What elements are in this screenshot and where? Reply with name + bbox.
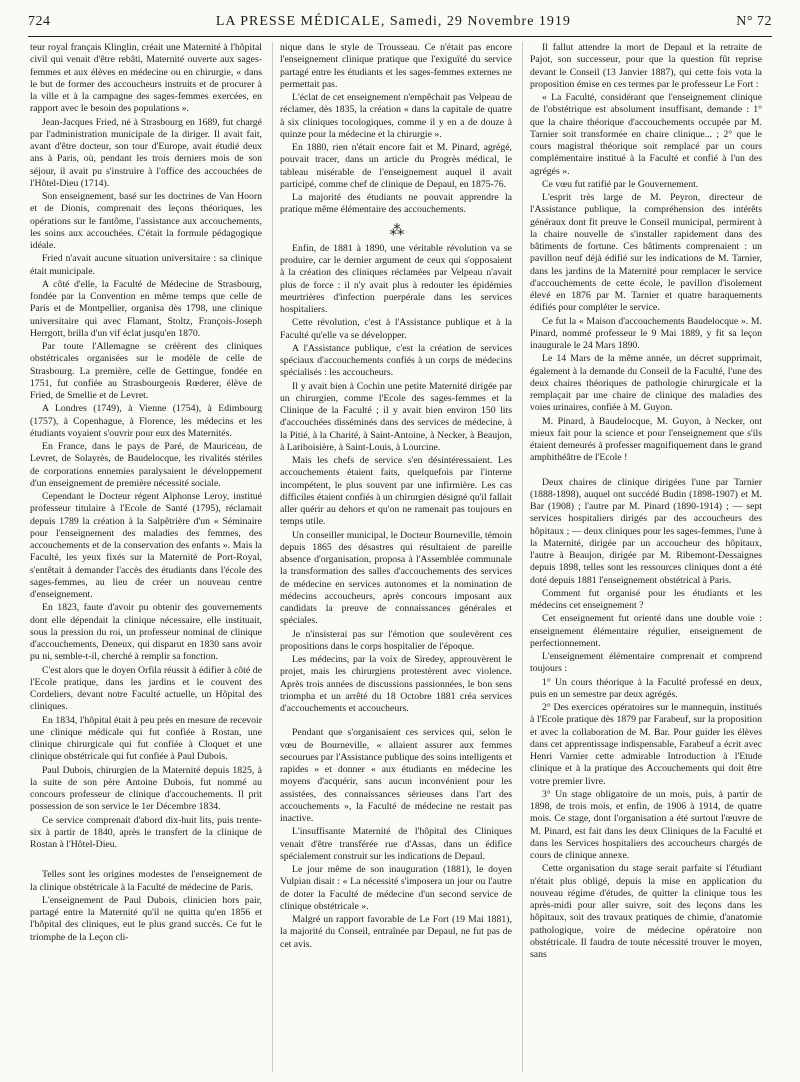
paragraph: Ce fut la « Maison d'accouchements Baudelocque ». M. Pinard, nommé professeur le 9 Mai 1889, y fit sa leçon inaugurale le 24 Mars 1890. [530,315,762,351]
paragraph: Cette révolution, c'est à l'Assistance publique et à la Faculté qu'elle va se développer. [280,317,512,341]
paragraph: Le jour même de son inauguration (1881), le doyen Vulpian disait : « La nécessité s'imposera un jour ou l'autre de doter la Faculté de médecine d'un second service de clinique obstétricale ». [280,864,512,912]
paragraph: Les médecins, par la voix de Siredey, approuvèrent le projet, mais les chirurgiens protestèrent avec violence. Après trois années de discussions passionnées, le bon sens triompha et un arrêté du 18 Octobre 1881 créa services d'accouchements et accoucheurs. [280,654,512,714]
paragraph: Comment fut organisé pour les étudiants et les médecins cet enseignement ? [530,587,762,611]
paragraph: L'éclat de cet enseignement n'empêchait pas Velpeau de réclamer, dès 1835, la création « dans la capitale de quatre à six cliniques tocologiques, comme il y en a de douze à quinze pour la médecine et la chirurgie ». [280,92,512,140]
page-header [28,14,772,34]
paragraph: teur royal français Klinglin, créait une Maternité à l'hôpital civil qui venait d'être rebâti, Maternité ouverte aux sages-femmes et aux élèves en médecine ou en chirurgie, « dans le but de former des accoucheurs instruits et de procurer à la ville et à la campagne des sages-femmes exercées, en rapport avec le besoin des populations ». [30,42,262,115]
paragraph: Paul Dubois, chirurgien de la Maternité depuis 1825, à la suite de son père Antoine Dubois, fut nommé au concours professeur de clinique d'accouchements. Il prit possession de son service le 1er Décembre 1834. [30,764,262,813]
paragraph: Cette organisation du stage serait parfaite si l'étudiant n'était plus obligé, depuis la mise en application du nouveau régime d'études, de quitter la clinique tous les après-midi pour aller suivre, soit des leçons dans les hôpitaux, soit des travaux pratiques de chimie, d'anatomie pathologique, voire de médecine opératoire non obstétricale. Il faudra de toute nécessité trouver le moyen, sans [530,863,762,960]
paragraph: Deux chaires de clinique dirigées l'une par Tarnier (1888-1898), auquel ont succédé Budin (1898-1907) et M. Bar (1908) ; l'autre par M. Pinard (1890-1914) ; — sept services hospitaliers dirigés par des accoucheurs des hôpitaux ; — deux cliniques pour les sages-femmes, l'une à la Maternité, dirigée par un accoucheur des hôpitaux, l'autre à Beaujon, dirigée par M. Ribemont-Dessaignes depuis 1898, telles sont les ressources cliniques dont a été doté depuis 1881 l'enseignement obstétrical à Paris. [530,476,762,586]
paragraph: A côté d'elle, la Faculté de Médecine de Strasbourg, fondée par la Convention en même temps que celle de Paris et de Montpellier, organisa dès 1798, une clinique universitaire qui avec Flamant, Stoltz, François-Joseph Herrgott, brilla d'un vif éclat jusqu'en 1870. [30,278,262,339]
paragraph: Jean-Jacques Fried, né à Strasbourg en 1689, fut chargé par l'administration municipale de la diriger. Il avait fait, avant d'être docteur, son tour d'Europe, avait étudié deux ans à Paris, où, pendant les trois derniers mois de son séjour, il avait pu s'instruire à l'office des accouchées de l'Hôtel-Dieu (1714). [30,116,262,189]
paragraph: Un conseiller municipal, le Docteur Bourneville, témoin depuis 1865 des désastres qui résultaient de pareille absence d'organisation, proposa à l'Assemblée communale la transformation des salles d'accouchements des services de médecine en services autonomes et la nomination de médecins accoucheurs, après concours imposant aux candidats la preuve de connaissances générales et spéciales. [280,529,512,627]
page-number: 724 [28,14,51,29]
paragraph: En 1823, faute d'avoir pu obtenir des gouvernements dont elle dépendait la clinique nécessaire, elle instituait, sous la pression du roi, un professeur nominal de clinique d'accouchements, Deneux, qui disparut en 1830 sans avoir pu ni, semble-t-il, cherché à remplir sa fonction. [30,602,262,663]
paragraph: Fried n'avait aucune situation universitaire : sa clinique était municipale. [30,253,262,277]
column-divider [272,42,273,1072]
paragraph: En 1880, rien n'était encore fait et M. Pinard, agrégé, pouvait tracer, dans un article du Progrès médical, le tableau misérable de l'enseignement auquel il avait participé, comme chef de clinique de Depaul, en 1875-76. [280,142,512,190]
paragraph: M. Pinard, à Baudelocque, M. Guyon, à Necker, ont mieux fait pour la science et pour l'enseignement que s'ils étaient demeurés à professer magnifiquement dans le grand amphithéâtre de l'Ecole ! [530,415,762,464]
issue-number: N° 72 [736,14,772,29]
paragraph: 2° Des exercices opératoires sur le mannequin, institués à l'Ecole pratique dès 1879 par Farabeuf, sur la proposition et avec la collaboration de M. Bar. Pour guider les élèves dans cet apprentissage indispensable, Farabeuf a écrit avec Henri Varnier cette admirable Introduction à l'Etude clinique et à la pratique des Accouchements qui doit être votre premier livre. [530,702,762,787]
paragraph: Le 14 Mars de la même année, un décret supprimait, également à la demande du Conseil de la Faculté, l'une des deux chaires théoriques de pathologie chirurgicale et la remplaçait par une chaire de clinique des maladies des voies urinaires, confiée à M. Guyon. [530,353,762,414]
paragraph: En France, dans le pays de Paré, de Mauriceau, de Levret, de Solayrès, de Baudelocque, les rivalités stériles de corporations ennemies paralysaient le développement d'un enseignement de première nécessité sociale. [30,441,262,489]
paragraph: Cet enseignement fut orienté dans une double voie : enseignement élémentaire régulier, enseignement de perfectionnement. [530,613,762,649]
column-divider [522,42,523,1072]
column-middle [280,42,512,1072]
paragraph: Je n'insisterai pas sur l'émotion que soulevèrent ces propositions dans le corps hospitalier de l'époque. [280,628,512,652]
publication-title: LA PRESSE MÉDICALE, Samedi, 29 Novembre 1919 [215,14,571,29]
paragraph: L'enseignement élémentaire comprenait et comprend toujours : [530,651,762,675]
paragraph: Ce vœu fut ratifié par le Gouvernement. [542,178,699,190]
paragraph: A Londres (1749), à Vienne (1754), à Edimbourg (1757), à Copenhague, à Florence, les médecins et les étudiants voyaient s'ouvrir pour eux des Maternités. [30,403,262,439]
paragraph: 3° Un stage obligatoire de un mois, puis, à partir de 1898, de trois mois, et enfin, de 1906 à 1914, de quatre mois. Ce stage, dont l'organisation a été surtout l'œuvre de M. Pinard, est fait dans les deux Cliniques de la Faculté et dans les Services hospitaliers des accoucheurs chargés de cours de clinique annexe. [530,788,762,861]
paragraph: Son enseignement, basé sur les doctrines de Van Hoorn et de Dionis, comprenait des leçons théoriques, les opérations sur le fantôme, l'assistance aux accouchements, les soins aux accouchées. C'était la formule pédagogique idéale. [30,191,262,251]
paragraph: Enfin, de 1881 à 1890, une véritable révolution va se produire, car le dernier argument de ceux qui s'opposaient à la création des cliniques réclamées par Velpeau n'avait plus de force : il n'y avait plus à redouter les épidémies meurtrières d'infection puerpérale dans les services hospitaliers. [280,242,512,315]
paragraph: L'esprit très large de M. Peyron, directeur de l'Assistance publique, la compréhension des intérêts généraux dont fit preuve le Conseil municipal, permirent à la chaire nouvelle de s'installer rapidement dans des bâtiments de fortune. Ces bâtiments comprenaient : un pavillon neuf déjà édifié sur les indications de M. Tarnier, dans les jardins de la Maternité pour remplacer le service d'accouchements de cette école, le pavillon d'isolement élevé en 1876 par M. Tarnier et quatre baraquements édifiés pour compléter le service. [530,192,762,314]
asterism-ornament: ⁂ [389,222,403,239]
column-left [30,42,262,1072]
paragraph: La majorité des étudiants ne pouvait apprendre la pratique même élémentaire des accouchements. [280,192,512,216]
paragraph: En 1834, l'hôpital était à peu près en mesure de recevoir une clinique médicale qui fut confiée à Rostan, une clinique chirurgicale qui fut confiée à Cloquet et une clinique obstétricale qui fut confiée à Paul Dubois. [30,714,262,763]
paragraph: L'enseignement de Paul Dubois, clinicien hors pair, partagé entre la Maternité qu'il ne quitta qu'en 1856 et l'hôpital des cliniques, eut le plus grand succès. Ce fut le triomphe de la Leçon cli- [30,894,262,943]
paragraph: Il y avait bien à Cochin une petite Maternité dirigée par un chirurgien, comme l'Ecole des sages-femmes et la Clinique de la Faculté ; il y avait bien environ 150 lits d'accouchées disséminés dans des services de médecine, à la Pitié, à la Charité, à Saint-Antoine, à Necker, à Beaujon, à Lariboisière, à Saint-Louis, à Lourcine. [280,380,512,453]
paragraph: L'insuffisante Maternité de l'hôpital des Cliniques venait d'être transférée rue d'Assas, dans un édifice spécialement construit sur les indications de Depaul. [280,826,512,862]
paragraph: C'est alors que le doyen Orfila réussit à édifier à côté de l'Ecole pratique, dans les jardins et le couvent des Cordeliers, devant notre Faculté actuelle, un Hôpital des cliniques. [30,664,262,713]
paragraph: Cependant le Docteur régent Alphonse Leroy, institué professeur titulaire à l'Ecole de Santé (1795), réclamait depuis 1789 la création à la Salpêtrière d'un « Séminaire pour l'enseignement des maladies des femmes, des accouchements et de la conservation des enfants ». Mais la Faculté, les yeux fixés sur la Maternité de Port-Royal, s'entêtait à demander l'accès des étudiants dans l'école des sages-femmes, au lieu de créer un nouveau centre d'enseignement. [30,491,262,600]
paragraph: Il fallut attendre la mort de Depaul et la retraite de Pajot, son successeur, pour que la question fût reprise devant le Conseil (13 Janvier 1887), qui cette fois vota la proposition émise en ces termes par le professeur Le Fort : [530,42,762,90]
paragraph: Telles sont les origines modestes de l'enseignement de la clinique obstétricale à la Faculté de médecine de Paris. [30,869,262,893]
paragraph: nique dans le style de Trousseau. Ce n'était pas encore l'enseignement clinique pratique que l'exiguïté du service partagé entre les étudiants et les sages-femmes externes ne permettait pas. [280,42,512,90]
column-right [530,42,762,1072]
paragraph: 1° Un cours théorique à la Faculté professé en deux, puis en un semestre par deux agrégés. [530,676,762,700]
paragraph: Par toute l'Allemagne se créèrent des cliniques obstétricales organisées sur le modèle de celle de Strasbourg. La première, celle de Gettingue, fondée en 1751, fut confiée au Strasbourgeois Rœderer, élève de Fried, de Smellie et de Levret. [30,341,262,401]
paragraph: A l'Assistance publique, c'est la création de services spéciaux d'accouchements confiés à un corps de médecins spécialisés : les accoucheurs. [280,342,512,379]
paragraph: « La Faculté, considérant que l'enseignement clinique de l'obstétrique est absolument insuffisant, demande : 1° que la chaire théorique d'accouchements occupée par M. Tarnier soit transformée en chaire clinique... ; 2° que le cours magistral théorique soit remplacé par un cours complémentaire institué à la Faculté et confié à l'un des agrégés ». [530,92,762,177]
header-rule [28,36,772,37]
paragraph: Ce service comprenait d'abord dix-huit lits, puis trente-six à partir de 1840, après le transfert de la clinique de Rostan à l'Hôtel-Dieu. [30,814,262,850]
paragraph: Pendant que s'organisaient ces services qui, selon le vœu de Bourneville, « allaient assurer aux femmes secourues par l'Assistance publique des soins intelligents et rapides » et donner « aux étudiants en médecine les moyens d'acquérir, sans aucun inconvénient pour les assistées, des connaissances sérieuses dans l'art des accouchements », la Faculté de médecine ne restait pas inactive. [280,727,512,824]
paragraph: Malgré un rapport favorable de Le Fort (19 Mai 1881), la majorité du Conseil, entraînée par Depaul, ne fut pas de cet avis. [280,914,512,950]
paragraph: Mais les chefs de service s'en désintéressaient. Les accouchements étaient faits, quelquefois par l'interne incompétent, le plus souvent par une infirmière. Les cas difficiles étaient confiés à un chirurgien désigné qu'il fallait aller quérir au dehors et qu'on ne ramenait pas toujours en temps utile. [280,455,512,528]
